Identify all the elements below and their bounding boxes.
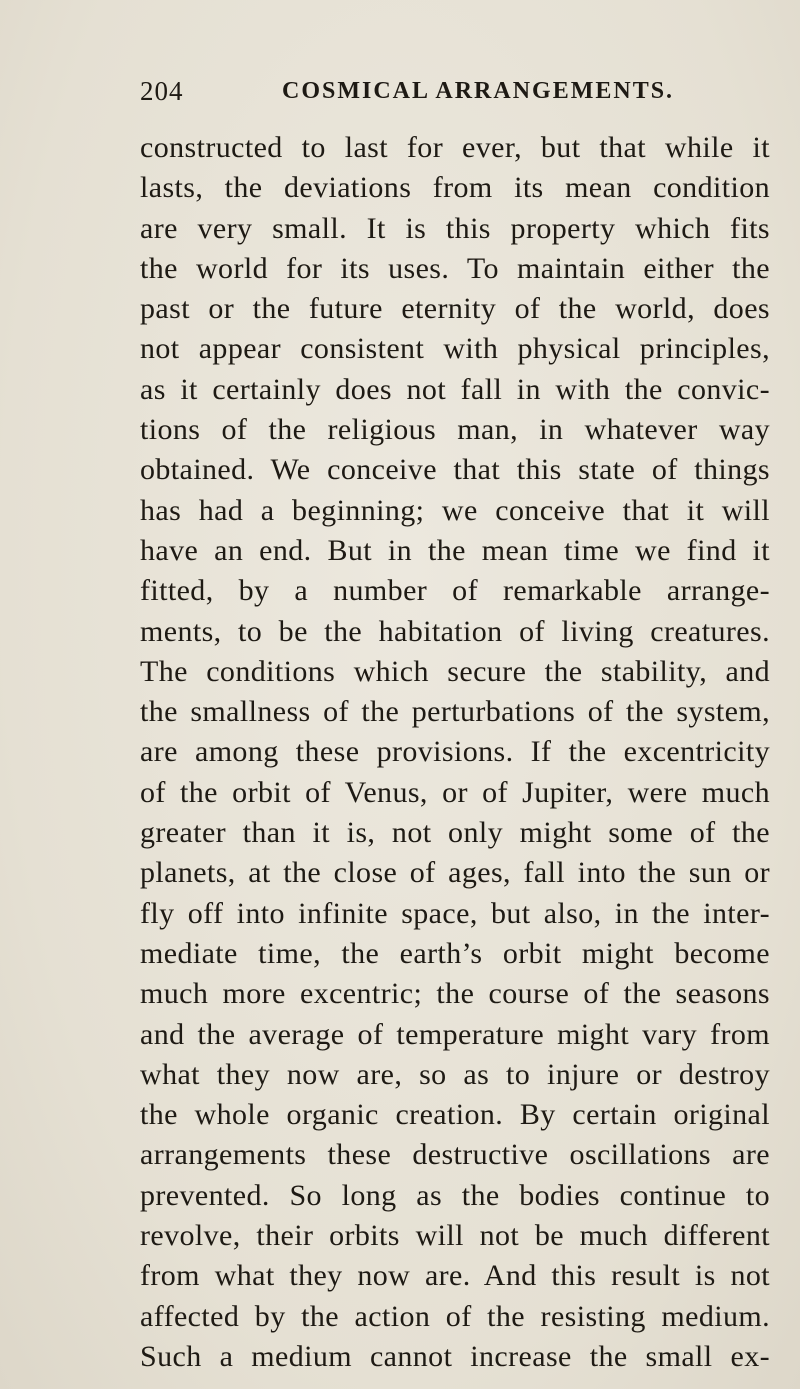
text-line: are very small. It is this property which fits <box>140 211 770 245</box>
text-line: The conditions which secure the stability, and <box>140 654 770 688</box>
text-line: affected by the action of the resisting medium. <box>140 1299 770 1333</box>
running-head <box>140 76 770 106</box>
text-line: planets, at the close of ages, fall into the sun or <box>140 856 770 890</box>
text-line: of the orbit of Venus, or of Jupiter, were much <box>140 775 770 809</box>
text-line: the whole organic creation. By certain original <box>140 1098 770 1132</box>
text-line: fitted, by a number of remarkable arrange- <box>140 574 770 608</box>
text-line: revolve, their orbits will not be much different <box>140 1219 770 1253</box>
text-line: the world for its uses. To maintain either the <box>140 251 770 285</box>
text-line: has had a beginning; we conceive that it will <box>140 493 770 527</box>
text-line: lasts, the deviations from its mean condition <box>140 171 770 205</box>
page-number: 204 <box>140 76 184 106</box>
text-line: the smallness of the perturbations of the system, <box>140 695 770 729</box>
text-line: obtained. We conceive that this state of things <box>140 453 770 487</box>
text-line: fly off into infinite space, but also, in the inter- <box>140 896 770 930</box>
text-line: have an end. But in the mean time we find it <box>140 533 770 567</box>
text-line: from what they now are. And this result is not <box>140 1259 770 1293</box>
text-line: are among these provisions. If the excentricity <box>140 735 770 769</box>
text-line: as it certainly does not fall in with the convic- <box>140 372 770 406</box>
text-line: greater than it is, not only might some of the <box>140 816 770 850</box>
text-line: much more excentric; the course of the seasons <box>140 977 770 1011</box>
text-line: constructed to last for ever, but that while it <box>140 131 770 164</box>
text-line: tions of the religious man, in whatever way <box>140 413 770 447</box>
text-line: not appear consistent with physical principles, <box>140 332 770 366</box>
running-title: COSMICAL ARRANGEMENTS. <box>282 78 675 104</box>
text-line: prevented. So long as the bodies continue to <box>140 1178 770 1212</box>
text-line: ments, to be the habitation of living creatures. <box>140 614 770 648</box>
text-line: mediate time, the earth’s orbit might become <box>140 936 770 970</box>
text-line: arrangements these destructive oscillations are <box>140 1138 770 1172</box>
text-line: and the average of temperature might vary from <box>140 1017 770 1051</box>
body-text <box>140 128 770 1377</box>
text-line: Such a medium cannot increase the small ex- <box>140 1339 770 1373</box>
text-line: what they now are, so as to injure or destroy <box>140 1057 770 1091</box>
text-line: past or the future eternity of the world, does <box>140 292 770 326</box>
